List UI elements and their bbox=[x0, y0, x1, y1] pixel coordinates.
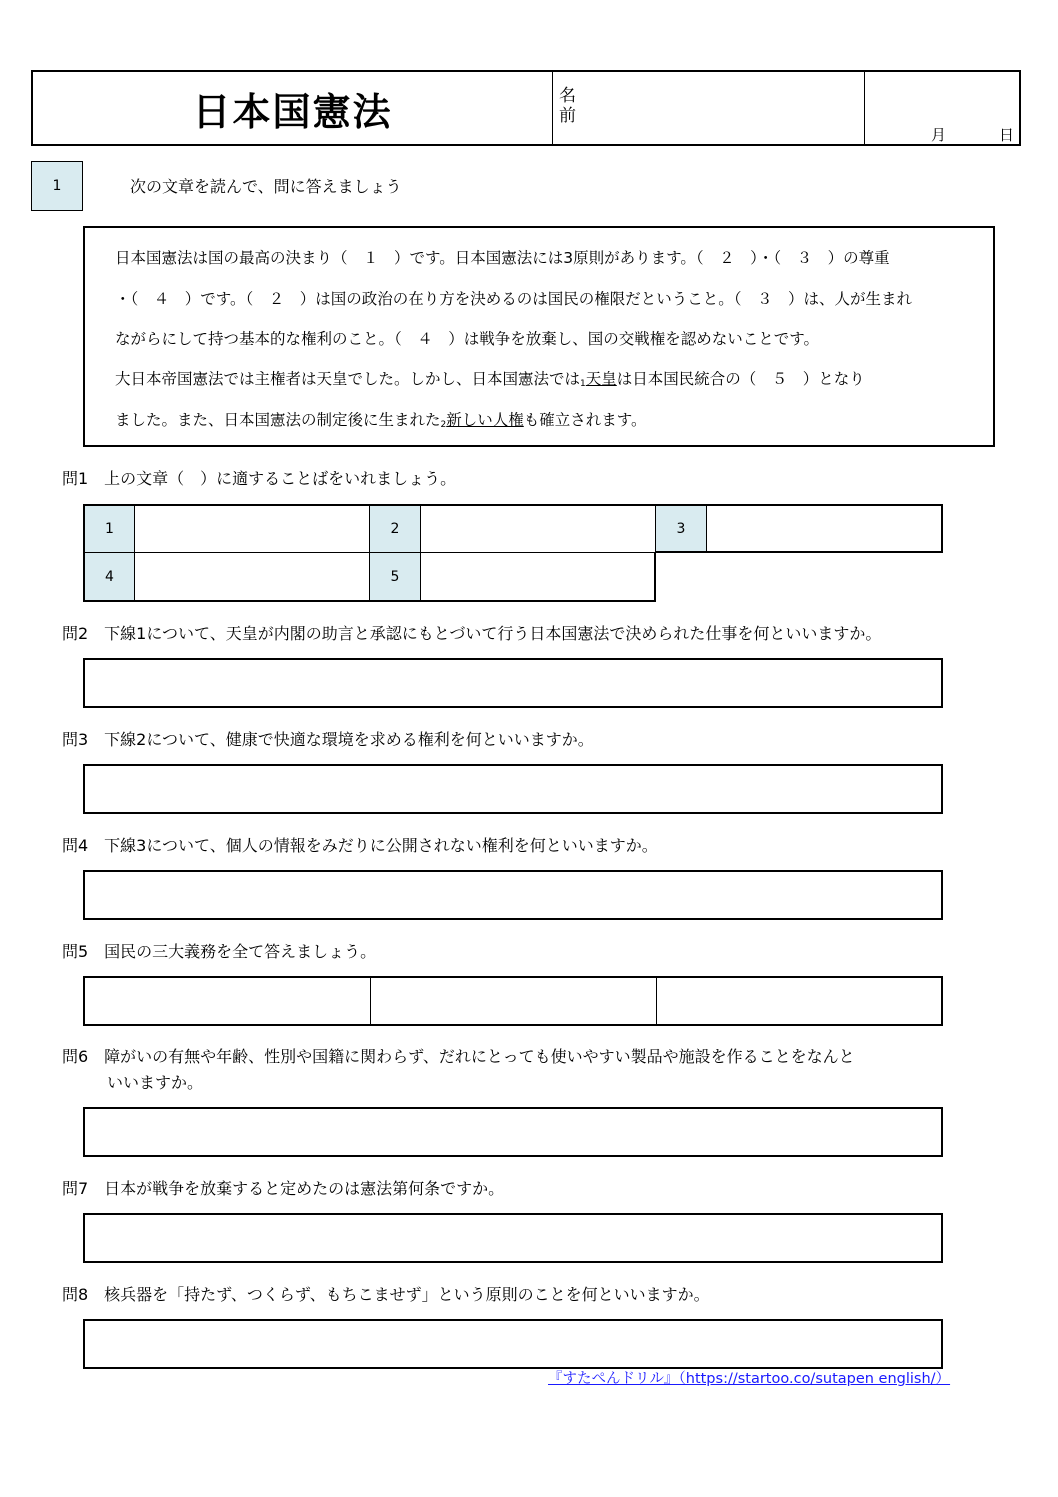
underlined-term: 新しい人権 bbox=[446, 411, 524, 429]
passage-line: ・（ ４ ）です。（ ２ ）は国の政治の在り方を決めるのは国民の権限だということ。（ ３ ）は、人が生まれ bbox=[115, 290, 913, 308]
section-number: 1 bbox=[31, 161, 83, 211]
q1-label-3: 3 bbox=[655, 504, 707, 553]
question-2: 問2 下線1について、天皇が内閣の助言と承認にもとづいて行う日本国憲法で決められた仕事を何といいますか。 bbox=[62, 624, 882, 643]
underline-number: 1 bbox=[580, 379, 586, 389]
q1-answer-3[interactable] bbox=[706, 504, 943, 553]
passage-line bbox=[115, 367, 865, 389]
q3-answer-box[interactable] bbox=[83, 764, 943, 814]
q6-answer-box[interactable] bbox=[83, 1107, 943, 1157]
header-table bbox=[31, 70, 1021, 146]
passage-text: も確立されます。 bbox=[523, 411, 647, 429]
question-7: 問7 日本が戦争を放棄すると定めたのは憲法第何条ですか。 bbox=[62, 1179, 505, 1198]
q1-label-2: 2 bbox=[369, 504, 421, 553]
question-4: 問4 下線3について、個人の情報をみだりに公開されない権利を何といいますか。 bbox=[62, 836, 658, 855]
q1-label-5: 5 bbox=[369, 552, 421, 602]
section-instruction: 次の文章を読んで、問に答えましょう bbox=[130, 177, 402, 196]
name-cell[interactable] bbox=[553, 72, 865, 144]
question-3: 問3 下線2について、健康で快適な環境を求める権利を何といいますか。 bbox=[62, 730, 594, 749]
q5-answer-grid bbox=[83, 976, 943, 1026]
worksheet-title: 日本国憲法 bbox=[33, 72, 553, 144]
underlined-term: 天皇 bbox=[585, 370, 617, 388]
source-link[interactable]: 『すたぺんドリル』（https://startoo.co/sutapen english/） bbox=[548, 1371, 951, 1387]
name-label: 名前 bbox=[559, 86, 576, 126]
q8-answer-box[interactable] bbox=[83, 1319, 943, 1369]
q1-label-4: 4 bbox=[83, 552, 135, 602]
q5-answer-3[interactable] bbox=[657, 978, 941, 1024]
reading-passage bbox=[83, 226, 995, 447]
question-6-cont: いいますか。 bbox=[107, 1073, 204, 1092]
q1-answer-4[interactable] bbox=[134, 552, 370, 602]
q5-answer-1[interactable] bbox=[85, 978, 371, 1024]
passage-text: 大日本帝国憲法では主権者は天皇でした。しかし、日本国憲法では bbox=[115, 370, 581, 388]
q1-answer-5[interactable] bbox=[420, 552, 656, 602]
question-1: 問1 上の文章（ ）に適することばをいれましょう。 bbox=[62, 469, 457, 488]
passage-line: ながらにして持つ基本的な権利のこと。（ ４ ）は戦争を放棄し、国の交戦権を認めないことです。 bbox=[115, 330, 820, 348]
question-5: 問5 国民の三大義務を全て答えましょう。 bbox=[62, 942, 377, 961]
q2-answer-box[interactable] bbox=[83, 658, 943, 708]
q1-answer-2[interactable] bbox=[420, 504, 656, 553]
month-label: 月 bbox=[931, 126, 947, 144]
q5-answer-2[interactable] bbox=[371, 978, 657, 1024]
q7-answer-box[interactable] bbox=[83, 1213, 943, 1263]
date-cell[interactable] bbox=[865, 72, 1019, 144]
passage-line bbox=[115, 408, 647, 430]
day-label: 日 bbox=[999, 126, 1015, 144]
underline-number: 2 bbox=[440, 420, 447, 430]
question-6: 問6 障がいの有無や年齢、性別や国籍に関わらず、だれにとっても使いやすい製品や施設を作ることをなんと bbox=[62, 1047, 855, 1066]
q4-answer-box[interactable] bbox=[83, 870, 943, 920]
question-8: 問8 核兵器を「持たず、つくらず、もちこませず」という原則のことを何といいますか。 bbox=[62, 1285, 710, 1304]
q1-answer-1[interactable] bbox=[134, 504, 370, 553]
passage-text: は日本国民統合の（ ５ ）となり bbox=[616, 370, 865, 388]
passage-text: ました。また、日本国憲法の制定後に生まれた bbox=[115, 411, 441, 429]
passage-line: 日本国憲法は国の最高の決まり（ １ ）です。日本国憲法には3原則があります。（ ２ ）・（ ３ ）の尊重 bbox=[115, 249, 890, 267]
q1-label-1: 1 bbox=[83, 504, 135, 553]
